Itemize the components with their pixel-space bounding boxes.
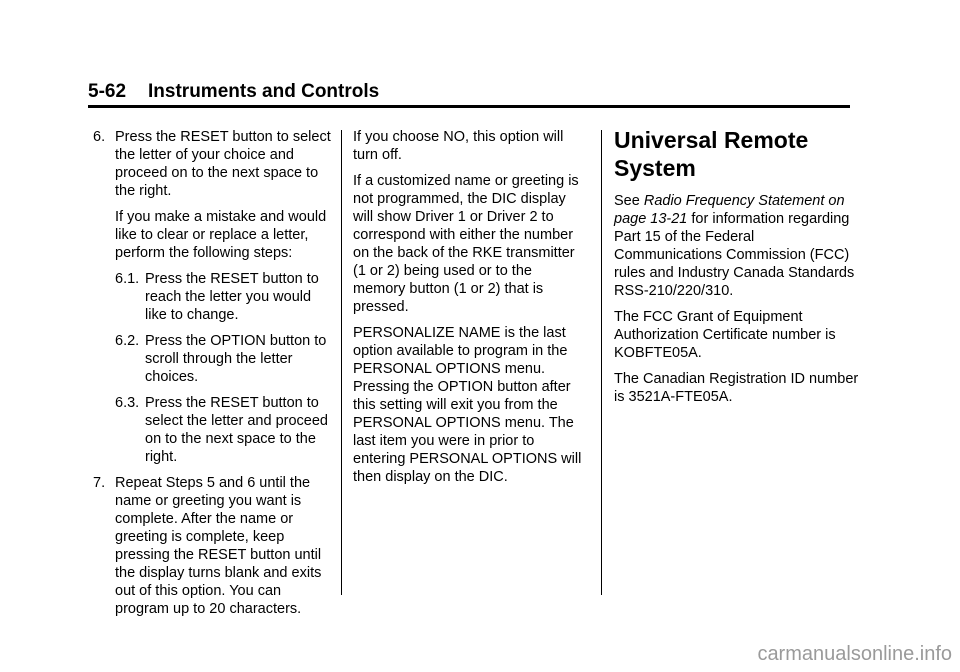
col2-paragraph-3: PERSONALIZE NAME is the last option available to program in the PERSONAL OPTIONS menu. Pressing the OPTION button after this setting will exit you from the PERSONAL OPTIONS menu. The last item you were in prior to entering PERSONAL OPTIONS will then display on the DIC. xyxy=(353,325,582,485)
step-6 xyxy=(93,128,333,200)
substep-6-3 xyxy=(93,394,333,466)
section-title-header: Instruments and Controls xyxy=(148,81,380,102)
watermark: carmanualsonline.info xyxy=(757,643,952,665)
step-7-text: Repeat Steps 5 and 6 until the name or greeting you want is complete. After the name or greeting is complete, keep pressing the RESET button until the display turns blank and exits out of this option. You can program up to 20 characters. xyxy=(115,475,322,617)
step-6-number: 6. xyxy=(93,129,106,145)
substep-6-1-number: 6.1. xyxy=(115,271,140,287)
page-header xyxy=(88,80,379,104)
substep-6-2-text: Press the OPTION button to scroll through the letter choices. xyxy=(145,333,327,385)
substep-6-3-text: Press the RESET button to select the letter and proceed on to the next space to the right. xyxy=(145,395,328,465)
substep-6-3-number: 6.3. xyxy=(115,395,140,411)
page-number: 5-62 xyxy=(88,81,127,102)
col3-paragraph-3: The Canadian Registration ID number is 3521A-FTE05A. xyxy=(614,371,859,405)
col2-paragraph-2: If a customized name or greeting is not programmed, the DIC display will show Driver 1 or Driver 2 to correspond with either the number on the back of the RKE transmitter (1 or 2) being used or to the memory button (1 or 2) that is pressed. xyxy=(353,173,579,315)
substep-6-1 xyxy=(93,270,333,324)
column-divider-2 xyxy=(601,130,602,595)
column-1 xyxy=(93,128,333,626)
col2-paragraph-1: If you choose NO, this option will turn off. xyxy=(353,129,564,163)
column-2 xyxy=(353,128,587,494)
col3-paragraph-1 xyxy=(614,192,864,300)
header-rule xyxy=(88,105,850,108)
col3-paragraph-2: The FCC Grant of Equipment Authorization Certificate number is KOBFTE05A. xyxy=(614,309,836,361)
fcc-info-text: for information regarding Part 15 of the Federal Communications Commission (FCC) rules and Industry Canada Standards RSS-210/220/310. xyxy=(614,211,855,299)
section-heading: Universal Remote System xyxy=(614,127,809,181)
see-prefix: See xyxy=(614,193,644,209)
cross-reference-link[interactable]: Radio Frequency Statement on page 13-21 xyxy=(614,193,845,227)
substep-6-1-text: Press the RESET button to reach the letter you would like to change. xyxy=(145,271,319,323)
step-7 xyxy=(93,474,333,618)
column-3 xyxy=(614,126,864,414)
step-6-note: If you make a mistake and would like to clear or replace a letter, perform the following steps: xyxy=(115,209,327,261)
substep-6-2 xyxy=(93,332,333,386)
substep-6-2-number: 6.2. xyxy=(115,333,140,349)
column-divider-1 xyxy=(341,130,342,595)
step-6-text: Press the RESET button to select the letter of your choice and proceed on to the next space to the right. xyxy=(115,129,331,199)
step-7-number: 7. xyxy=(93,475,106,491)
